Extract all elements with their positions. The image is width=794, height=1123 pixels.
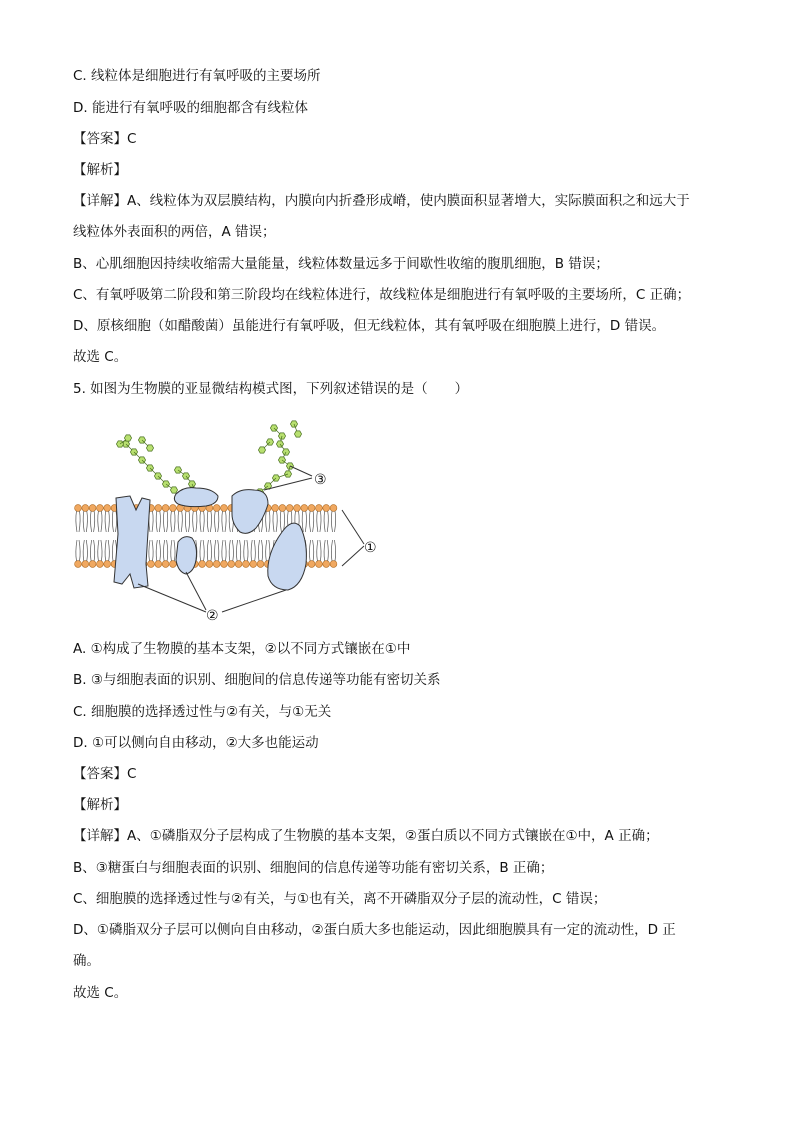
- phospholipid-tail: [163, 540, 167, 561]
- explain-line-2: 线粒体外表面积的两倍，A 错误；: [73, 224, 276, 240]
- detail-line-2: B、③糖蛋白与细胞表面的识别、细胞间的信息传递等功能有密切关系，B 正确；: [73, 860, 554, 876]
- phospholipid-tail: [171, 540, 175, 561]
- question-5-stem: 5. 如图为生物膜的亚显微结构模式图，下列叙述错误的是（ ）: [73, 381, 469, 397]
- phospholipid-head: [213, 505, 220, 512]
- phospholipid-tail: [90, 540, 94, 561]
- membrane-diagram: [72, 414, 392, 624]
- label-1: ①: [364, 540, 377, 556]
- phospholipid-head: [257, 561, 264, 568]
- phospholipid-tail: [317, 540, 321, 561]
- phospholipid-head: [75, 561, 82, 568]
- phospholipid-head: [316, 505, 323, 512]
- phospholipid-head: [228, 561, 235, 568]
- phospholipid-head: [279, 505, 286, 512]
- phospholipid-tail: [200, 540, 204, 561]
- sugar-unit: [258, 447, 265, 453]
- phospholipid-head: [104, 505, 111, 512]
- phospholipid-head: [221, 505, 228, 512]
- phospholipid-tail: [229, 540, 233, 561]
- phospholipid-head: [286, 505, 293, 512]
- phospholipid-tail: [258, 540, 262, 561]
- phospholipid-tail: [273, 511, 277, 532]
- phospholipid-head: [89, 505, 96, 512]
- option-c: C. 细胞膜的选择透过性与②有关，与①无关: [73, 704, 332, 720]
- analysis-label: 【解析】: [73, 797, 127, 813]
- phospholipid-tail: [105, 540, 109, 561]
- phospholipid-tail: [156, 540, 160, 561]
- phospholipid-tail: [171, 511, 175, 532]
- phospholipid-head: [162, 505, 169, 512]
- phospholipid-tail: [331, 540, 335, 561]
- detail-line-3: C、细胞膜的选择透过性与②有关，与①也有关，离不开磷脂双分子层的流动性，C 错误；: [73, 891, 607, 907]
- phospholipid-tail: [193, 511, 197, 532]
- phospholipid-tail: [222, 511, 226, 532]
- phospholipid-head: [155, 505, 162, 512]
- option-a: A. ①构成了生物膜的基本支架，②以不同方式镶嵌在①中: [73, 641, 411, 657]
- phospholipid-head: [235, 561, 242, 568]
- phospholipid-tail: [309, 540, 313, 561]
- sugar-unit: [146, 445, 153, 451]
- phospholipid-tail: [244, 540, 248, 561]
- detail-line-4: D、①磷脂双分子层可以侧向自由移动，②蛋白质大多也能运动，因此细胞膜具有一定的流动性，D 正: [73, 922, 676, 938]
- conclusion-prev: 故选 C。: [73, 349, 128, 365]
- phospholipid-head: [206, 561, 213, 568]
- phospholipid-head: [97, 561, 104, 568]
- phospholipid-tail: [331, 511, 335, 532]
- phospholipid-tail: [302, 511, 306, 532]
- sugar-unit: [124, 435, 131, 441]
- phospholipid-tail: [90, 511, 94, 532]
- phospholipid-head: [243, 561, 250, 568]
- sugar-unit: [294, 431, 301, 437]
- phospholipid-head: [104, 561, 111, 568]
- phospholipid-head: [323, 561, 330, 568]
- phospholipid-tail: [324, 540, 328, 561]
- phospholipid-tail: [309, 511, 313, 532]
- phospholipid-head: [75, 505, 82, 512]
- sugar-unit: [170, 487, 177, 493]
- phospholipid-tail: [266, 511, 270, 532]
- phospholipid-head: [155, 561, 162, 568]
- explain-line-5: D、原核细胞（如醋酸菌）虽能进行有氧呼吸，但无线粒体，其有氧呼吸在细胞膜上进行，D 错误。: [73, 318, 666, 334]
- phospholipid-tail: [76, 511, 80, 532]
- proteins: [114, 488, 306, 590]
- phospholipid-head: [330, 561, 337, 568]
- transmembrane-protein-right: [268, 523, 307, 590]
- phospholipid-head: [170, 561, 177, 568]
- phospholipid-head: [308, 561, 315, 568]
- phospholipid-head: [148, 561, 155, 568]
- option-b: B. ③与细胞表面的识别、细胞间的信息传递等功能有密切关系: [73, 672, 441, 688]
- phospholipid-head: [82, 505, 89, 512]
- phospholipid-tail: [207, 540, 211, 561]
- phospholipid-head: [308, 505, 315, 512]
- phospholipid-head: [250, 561, 257, 568]
- sugar-chains: [116, 421, 301, 495]
- phospholipid-tail: [156, 511, 160, 532]
- phospholipid-tail: [178, 511, 182, 532]
- phospholipid-tail: [317, 511, 321, 532]
- phospholipid-tail: [105, 511, 109, 532]
- phospholipid-tail: [98, 540, 102, 561]
- phospholipid-tail: [236, 540, 240, 561]
- phospholipid-head: [294, 505, 301, 512]
- phospholipid-tail: [215, 511, 219, 532]
- embedded-protein-small: [176, 537, 197, 574]
- phospholipid-head: [272, 505, 279, 512]
- phospholipid-head: [221, 561, 228, 568]
- phospholipid-tail: [83, 540, 87, 561]
- phospholipid-tail: [324, 511, 328, 532]
- phospholipid-tail: [76, 540, 80, 561]
- transmembrane-protein-left: [114, 496, 150, 588]
- phospholipid-tail: [251, 540, 255, 561]
- phospholipid-head: [162, 561, 169, 568]
- peripheral-protein-top: [174, 488, 218, 507]
- option-d-prev: D. 能进行有氧呼吸的细胞都含有线粒体: [73, 100, 308, 116]
- phospholipid-head: [199, 561, 206, 568]
- detail-line-5: 确。: [73, 953, 100, 969]
- phospholipid-tail: [207, 511, 211, 532]
- explain-line-4: C、有氧呼吸第二阶段和第三阶段均在线粒体进行，故线粒体是细胞进行有氧呼吸的主要场所，C 正确；: [73, 287, 691, 303]
- conclusion: 故选 C。: [73, 985, 128, 1001]
- phospholipid-tail: [215, 540, 219, 561]
- phospholipid-tail: [98, 511, 102, 532]
- phospholipid-head: [330, 505, 337, 512]
- answer-label-prev: 【答案】C: [73, 131, 137, 147]
- label-2: ②: [206, 608, 219, 624]
- embedded-protein-top: [232, 490, 268, 534]
- detail-line-1: 【详解】A、①磷脂双分子层构成了生物膜的基本支架，②蛋白质以不同方式镶嵌在①中，A 正确；: [73, 828, 659, 844]
- option-d: D. ①可以侧向自由移动，②大多也能运动: [73, 735, 319, 751]
- answer-label: 【答案】C: [73, 766, 137, 782]
- phospholipid-tail: [83, 511, 87, 532]
- phospholipid-tail: [222, 540, 226, 561]
- phospholipid-head: [89, 561, 96, 568]
- phospholipid-head: [82, 561, 89, 568]
- phospholipid-head: [301, 505, 308, 512]
- phospholipid-tail: [200, 511, 204, 532]
- phospholipid-head: [170, 505, 177, 512]
- analysis-label-prev: 【解析】: [73, 162, 127, 178]
- explain-line-3: B、心肌细胞因持续收缩需大量能量，线粒体数量远多于间歇性收缩的腹肌细胞，B 错误；: [73, 256, 609, 272]
- label-3: ③: [314, 472, 327, 488]
- phospholipid-head: [97, 505, 104, 512]
- phospholipid-head: [316, 561, 323, 568]
- option-c-prev: C. 线粒体是细胞进行有氧呼吸的主要场所: [73, 68, 321, 84]
- phospholipid-head: [323, 505, 330, 512]
- phospholipid-tail: [185, 511, 189, 532]
- membrane-svg: [72, 414, 392, 624]
- phospholipid-tail: [149, 540, 153, 561]
- explain-line-1: 【详解】A、线粒体为双层膜结构，内膜向内折叠形成嵴，使内膜面积显著增大，实际膜面积之和远大于: [73, 193, 690, 209]
- phospholipid-head: [213, 561, 220, 568]
- phospholipid-tail: [163, 511, 167, 532]
- phospholipid-tail: [112, 511, 116, 532]
